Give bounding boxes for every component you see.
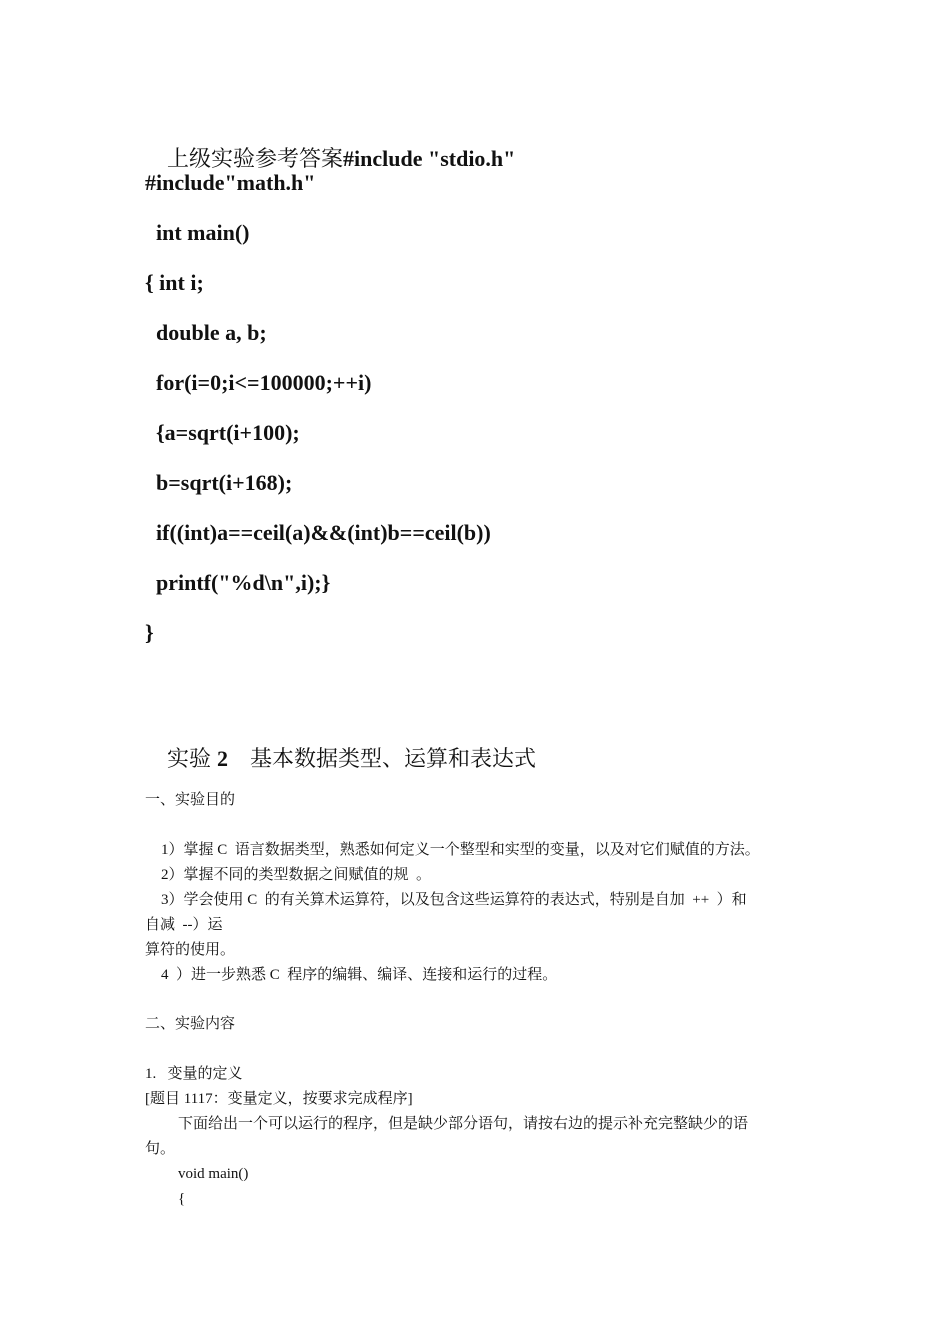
purpose-item: 算符的使用。 [145, 942, 236, 958]
code-line: { int i; [145, 270, 204, 295]
experiment-title-prefix: 实验 [167, 746, 212, 772]
code-line: if((int)a==ceil(a)&&(int)b==ceil(b)) [145, 520, 491, 545]
purpose-item: 2）掌握不同的类型数据之间赋值的规 。 [161, 867, 432, 883]
problem-title: [题目 1117：变量定义，按要求完成程序] [145, 1091, 413, 1107]
experiment-title-number: 2 [217, 746, 229, 772]
code-line: } [145, 620, 154, 645]
program-code-line: void main() [178, 1166, 249, 1182]
code-line: b=sqrt(i+168); [145, 470, 293, 495]
problem-description: 下面给出一个可以运行的程序，但是缺少部分语句，请按右边的提示补充完整缺少的语 [178, 1116, 749, 1132]
purpose-item: 1）掌握 C 语言数据类型，熟悉如何定义一个整型和实型的变量，以及对它们赋值的方法。 [161, 842, 760, 858]
code-line: {a=sqrt(i+100); [145, 420, 300, 445]
experiment-title [145, 720, 536, 799]
experiment-title-text: 基本数据类型、运算和表达式 [250, 746, 537, 772]
purpose-item: 3）学会使用 C 的有关算术运算符，以及包含这些运算符的表达式，特别是自加 ++ ）和 [161, 892, 747, 908]
code-line: double a, b; [145, 320, 267, 345]
code-line: int main() [145, 220, 250, 245]
purpose-item: 自减 --）运 [145, 917, 223, 933]
purpose-item: 4 ）进一步熟悉 C 程序的编辑、编译、连接和运行的过程。 [161, 967, 558, 983]
code-line: for(i=0;i<=100000;++i) [145, 370, 372, 395]
subsection-heading: 1. 变量的定义 [145, 1066, 243, 1082]
code-line: #include"math.h" [145, 170, 316, 195]
section-heading-purpose: 一、实验目的 [145, 792, 236, 808]
section-heading-content: 二、实验内容 [145, 1016, 236, 1032]
problem-description-cont: 句。 [145, 1141, 176, 1157]
program-code-line: { [178, 1191, 186, 1207]
answer-title-prefix: 上级实验参考答案 [167, 146, 344, 172]
code-line: printf("%d\n",i);} [145, 570, 331, 595]
answer-title-code: #include "stdio.h" [343, 146, 516, 172]
